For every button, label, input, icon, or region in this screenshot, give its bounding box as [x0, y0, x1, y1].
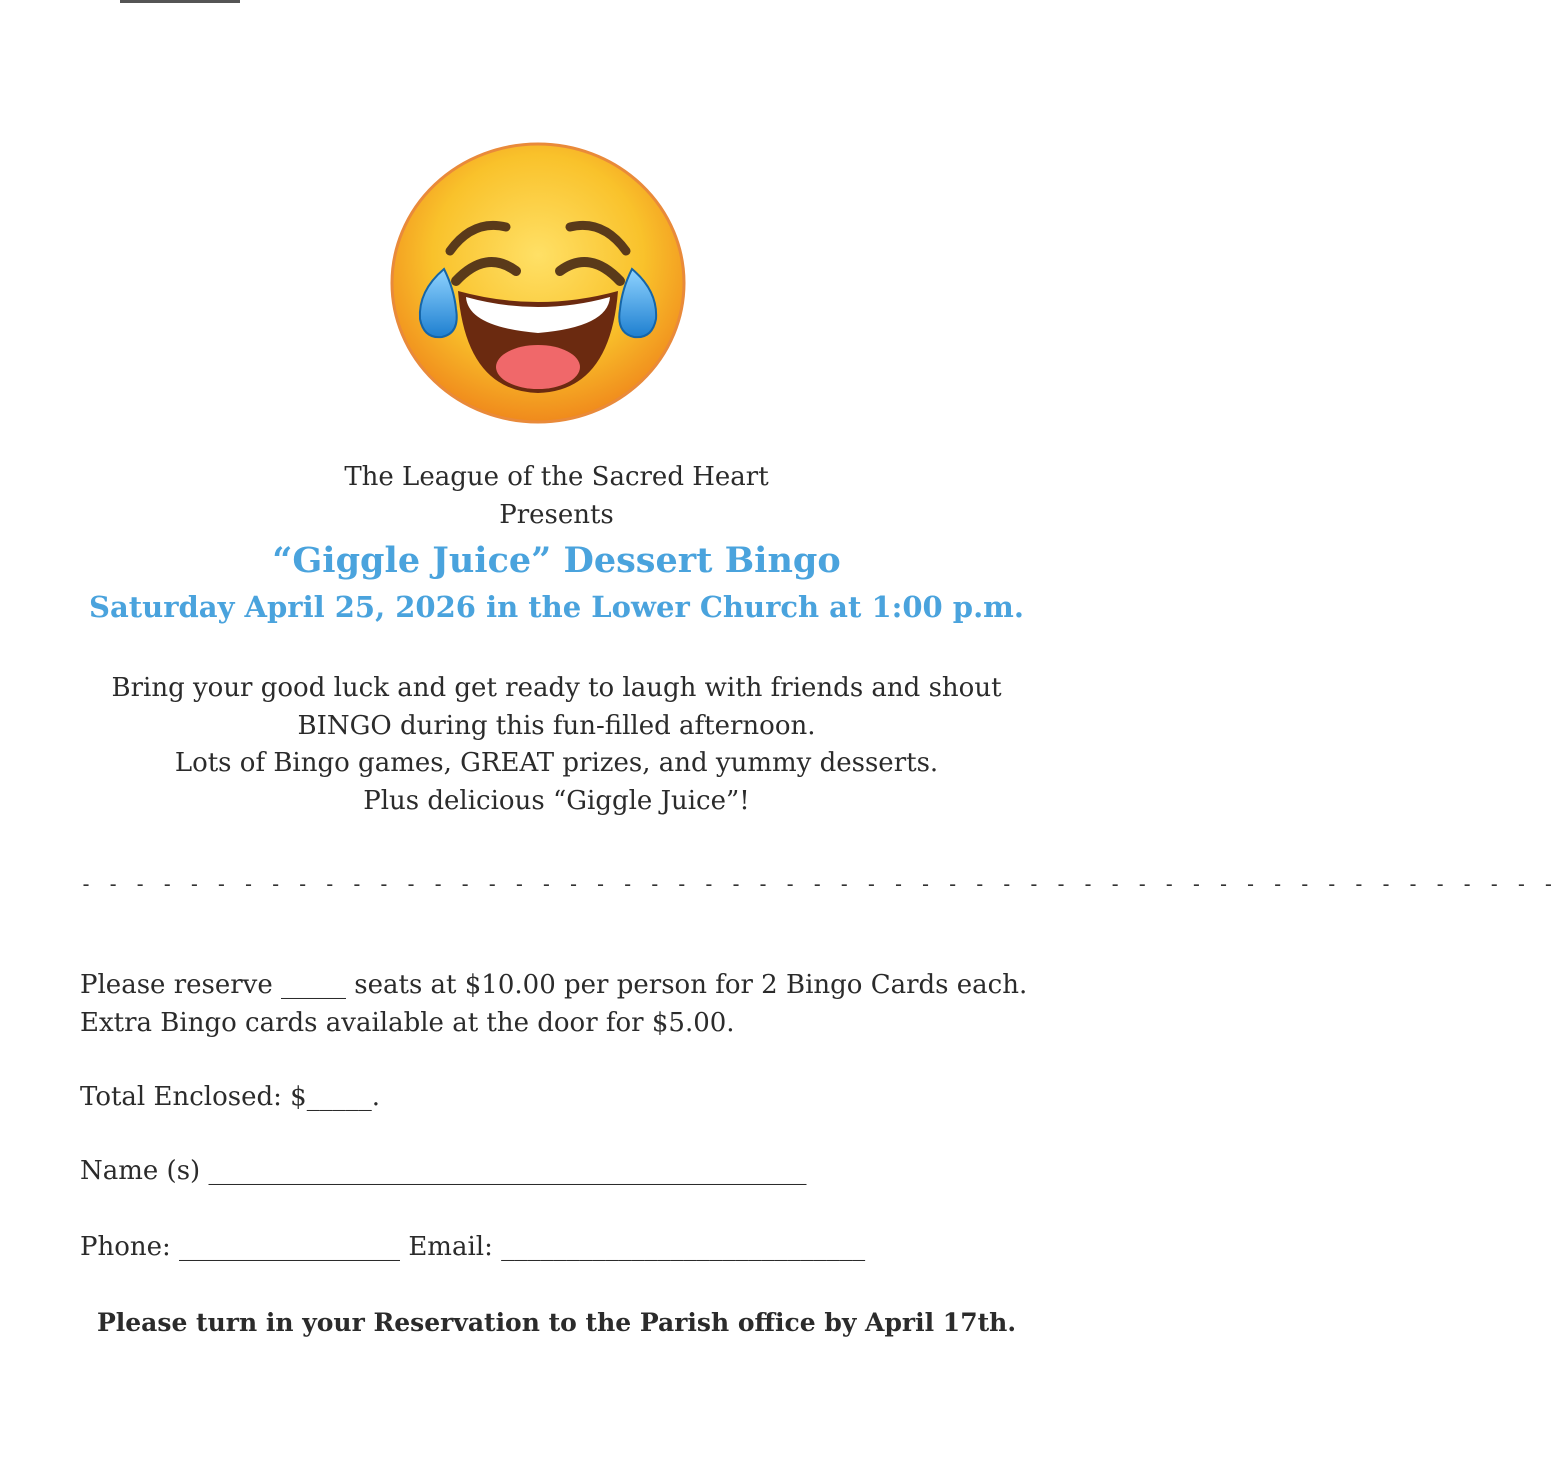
- name-line: Name (s) ______________________________________________: [80, 1156, 807, 1186]
- extra-cards-line: Extra Bingo cards available at the door for $5.00.: [80, 1008, 735, 1038]
- cut-line: - - - - - - - - - - - - - - - - - - - - - - - - - - - - - - - - - - - - - - - - - - - - - - - - - - - - - - -: [80, 872, 1556, 896]
- total-enclosed-line: Total Enclosed: $_____.: [80, 1082, 380, 1112]
- tears-of-joy-emoji-icon: [388, 141, 688, 426]
- event-description: [60, 670, 1053, 820]
- phone-email-line: Phone: _________________ Email: ____________________________: [80, 1232, 866, 1262]
- description-line: BINGO during this fun-filled afternoon.: [297, 710, 816, 741]
- reserve-seats-line: Please reserve _____ seats at $10.00 per person for 2 Bingo Cards each.: [80, 970, 1028, 1000]
- event-title: “Giggle Juice” Dessert Bingo: [272, 540, 841, 581]
- scan-mark: [120, 0, 240, 3]
- description-line: Plus delicious “Giggle Juice”!: [363, 785, 750, 816]
- org-name: The League of the Sacred Heart: [344, 462, 769, 492]
- event-date-line: Saturday April 25, 2026 in the Lower Church at 1:00 p.m.: [89, 590, 1024, 624]
- presents-label: Presents: [499, 500, 614, 530]
- reservation-deadline: Please turn in your Reservation to the Parish office by April 17th.: [96, 1308, 1017, 1337]
- description-line: Lots of Bingo games, GREAT prizes, and yummy desserts.: [174, 748, 939, 778]
- description-line: Bring your good luck and get ready to laugh with friends and shout: [111, 673, 1002, 703]
